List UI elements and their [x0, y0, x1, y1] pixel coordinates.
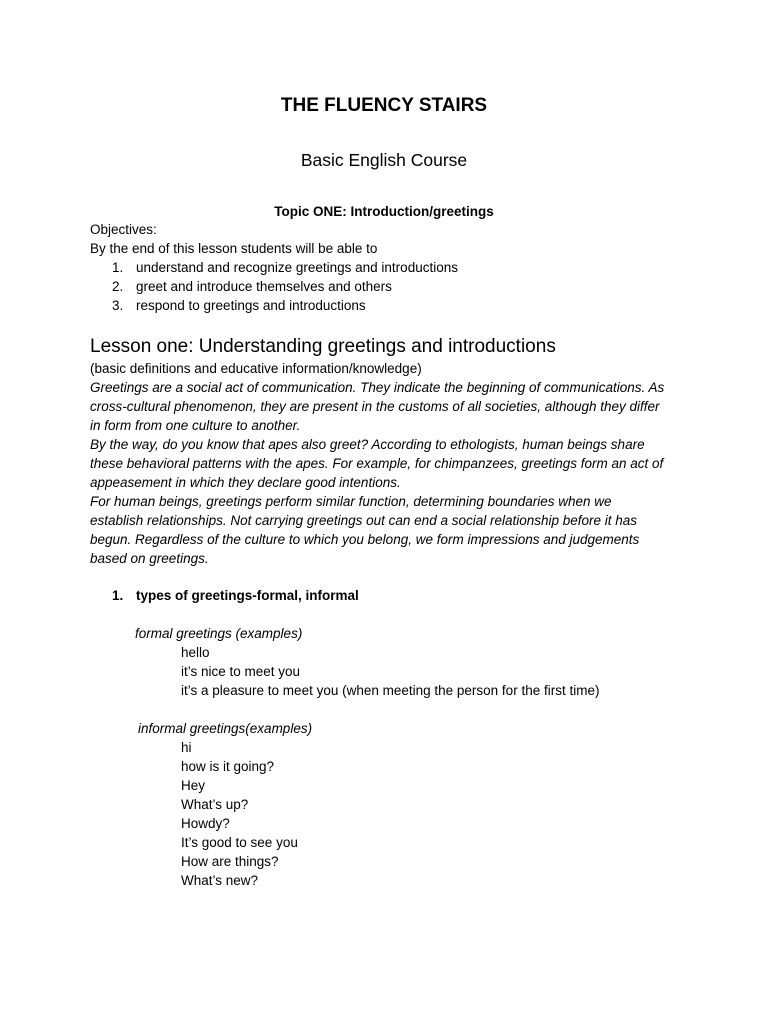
list-item: respond to greetings and introductions [136, 298, 366, 313]
list-item: How are things? [181, 854, 279, 869]
paragraph-line: cross-cultural phenomenon, they are present in the customs of all societies, although they differ [90, 399, 660, 414]
list-item: hi [181, 740, 192, 755]
list-item: What’s up? [181, 797, 249, 812]
informal-label: informal greetings(examples) [138, 721, 313, 736]
paragraph-line: these behavioral patterns with the apes. For example, for chimpanzees, greetings form an act of [90, 456, 664, 471]
lesson-subheading: (basic definitions and educative information/knowledge) [90, 361, 422, 376]
list-item: how is it going? [181, 759, 275, 774]
lesson-heading: Lesson one: Understanding greetings and introductions [90, 336, 556, 357]
list-item-number: 1. [112, 260, 124, 275]
paragraph-line: By the way, do you know that apes also greet? According to ethologists, human beings share [90, 437, 645, 452]
paragraph-line: For human beings, greetings perform similar function, determining boundaries when we [90, 494, 612, 509]
document-title: THE FLUENCY STAIRS [280, 95, 488, 116]
list-item-number: 2. [112, 279, 124, 294]
list-item: greet and introduce themselves and others [136, 279, 392, 294]
topic-heading: Topic ONE: Introduction/greetings [274, 204, 494, 219]
list-item: Howdy? [181, 816, 230, 831]
paragraph-line: in form from one culture to another. [90, 418, 301, 433]
paragraph-line: Greetings are a social act of communication. They indicate the beginning of communications. As [90, 380, 665, 395]
objectives-label: Objectives: [90, 222, 157, 237]
section-heading: types of greetings-formal, informal [136, 588, 359, 603]
document-subtitle: Basic English Course [300, 150, 468, 170]
paragraph-line: based on greetings. [90, 551, 209, 566]
formal-label: formal greetings (examples) [135, 626, 303, 641]
objectives-intro: By the end of this lesson students will be able to [90, 241, 378, 256]
paragraph-line: appeasement in which they declare good intentions. [90, 475, 401, 490]
list-item: understand and recognize greetings and introductions [136, 260, 458, 275]
list-item: It’s good to see you [181, 835, 298, 850]
list-item: it’s nice to meet you [181, 664, 301, 679]
list-item: hello [181, 645, 210, 660]
list-item: What’s new? [181, 873, 259, 888]
list-item: it’s a pleasure to meet you (when meeting the person for the first time) [181, 683, 600, 698]
list-item: Hey [181, 778, 206, 793]
paragraph-line: begun. Regardless of the culture to which you belong, we form impressions and judgements [90, 532, 640, 547]
section-number: 1. [112, 588, 124, 603]
list-item-number: 3. [112, 298, 124, 313]
paragraph-line: establish relationships. Not carrying greetings out can end a social relationship before it has [90, 513, 638, 528]
